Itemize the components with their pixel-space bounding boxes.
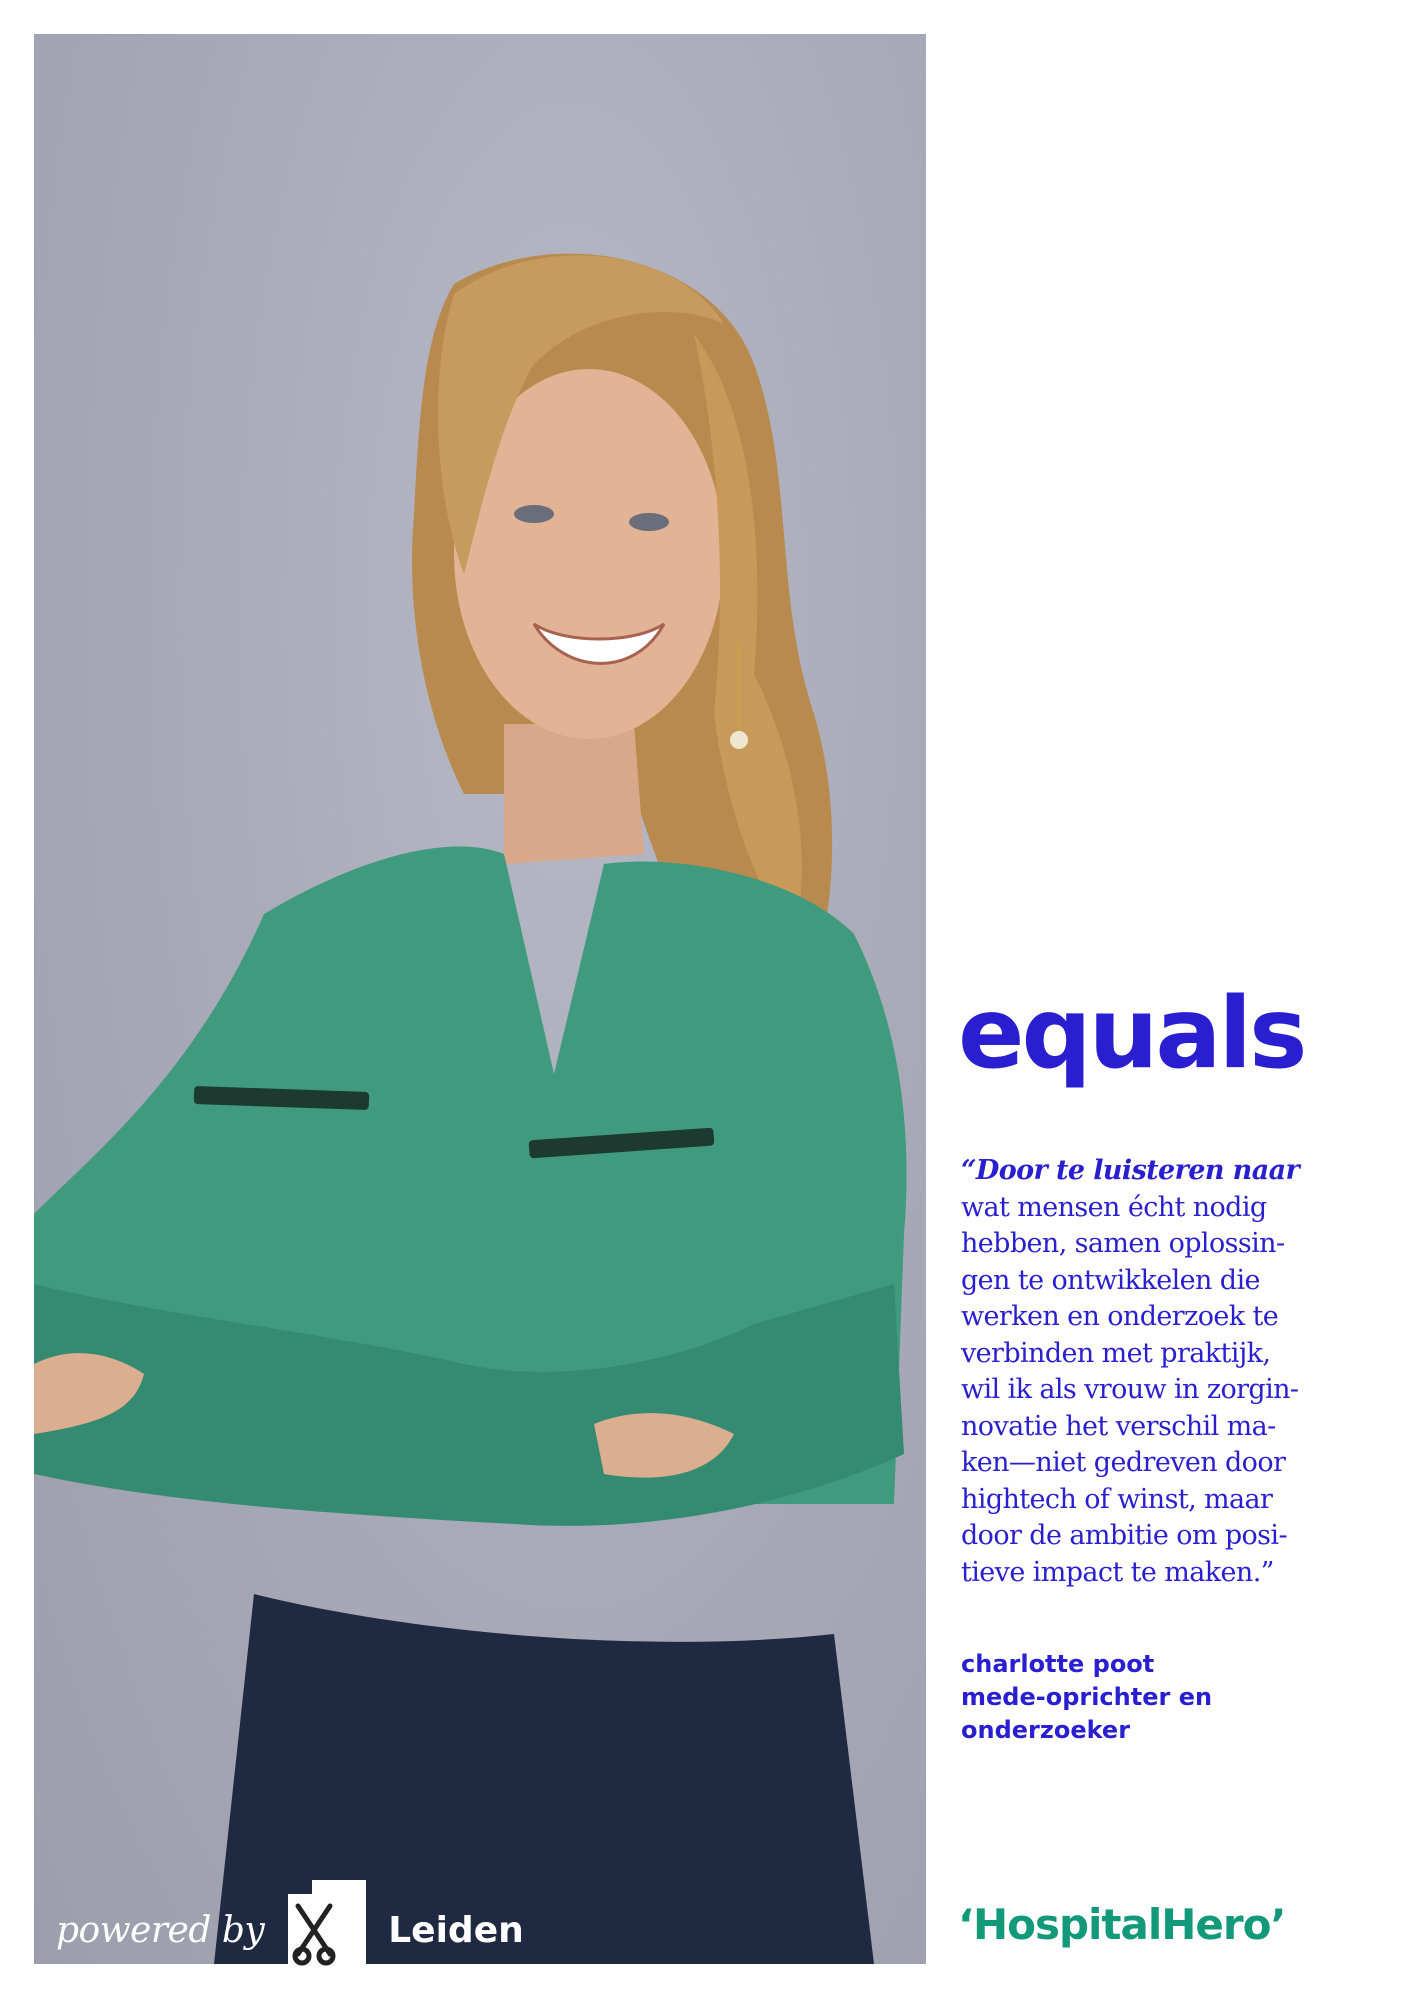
quote-text [961,1153,1341,1591]
quote-line: verbinden met praktijk, [961,1337,1271,1369]
person-credit [961,1648,1212,1747]
portrait-photo [34,34,926,1964]
quote-line: ken—niet gedreven door [961,1447,1286,1478]
quote-line: hightech of winst, maar [961,1483,1273,1515]
portrait-illustration [34,34,926,1964]
person-role: onderzoeker [961,1716,1131,1744]
quote-line: werken en onderzoek te [961,1301,1279,1332]
leiden-wordmark: Leiden [388,1909,524,1951]
person-name: charlotte poot [961,1650,1155,1678]
quote-line: novatie het verschil ma- [961,1410,1276,1442]
quote-line: wat mensen écht nodig [961,1191,1267,1223]
equals-wordmark: equals [958,977,1305,1091]
quote-line: door de ambitie om posi- [961,1520,1287,1551]
quote-line: tieve impact te maken.” [961,1556,1274,1588]
quote-line: gen te ontwikkelen die [961,1264,1260,1296]
hospitalhero-logo: ‘HospitalHero’ [958,1900,1286,1949]
person-role: mede-oprichter en [961,1683,1213,1711]
quote-line: “Door te luisteren naar [961,1155,1300,1186]
quote-line: hebben, samen oplossin- [961,1228,1285,1259]
quote-line: wil ik als vrouw in zorgin- [961,1374,1299,1405]
powered-by-leiden [56,1876,524,1984]
powered-by-text: powered by [56,1909,265,1951]
leiden-keys-logo-icon [284,1876,370,1984]
